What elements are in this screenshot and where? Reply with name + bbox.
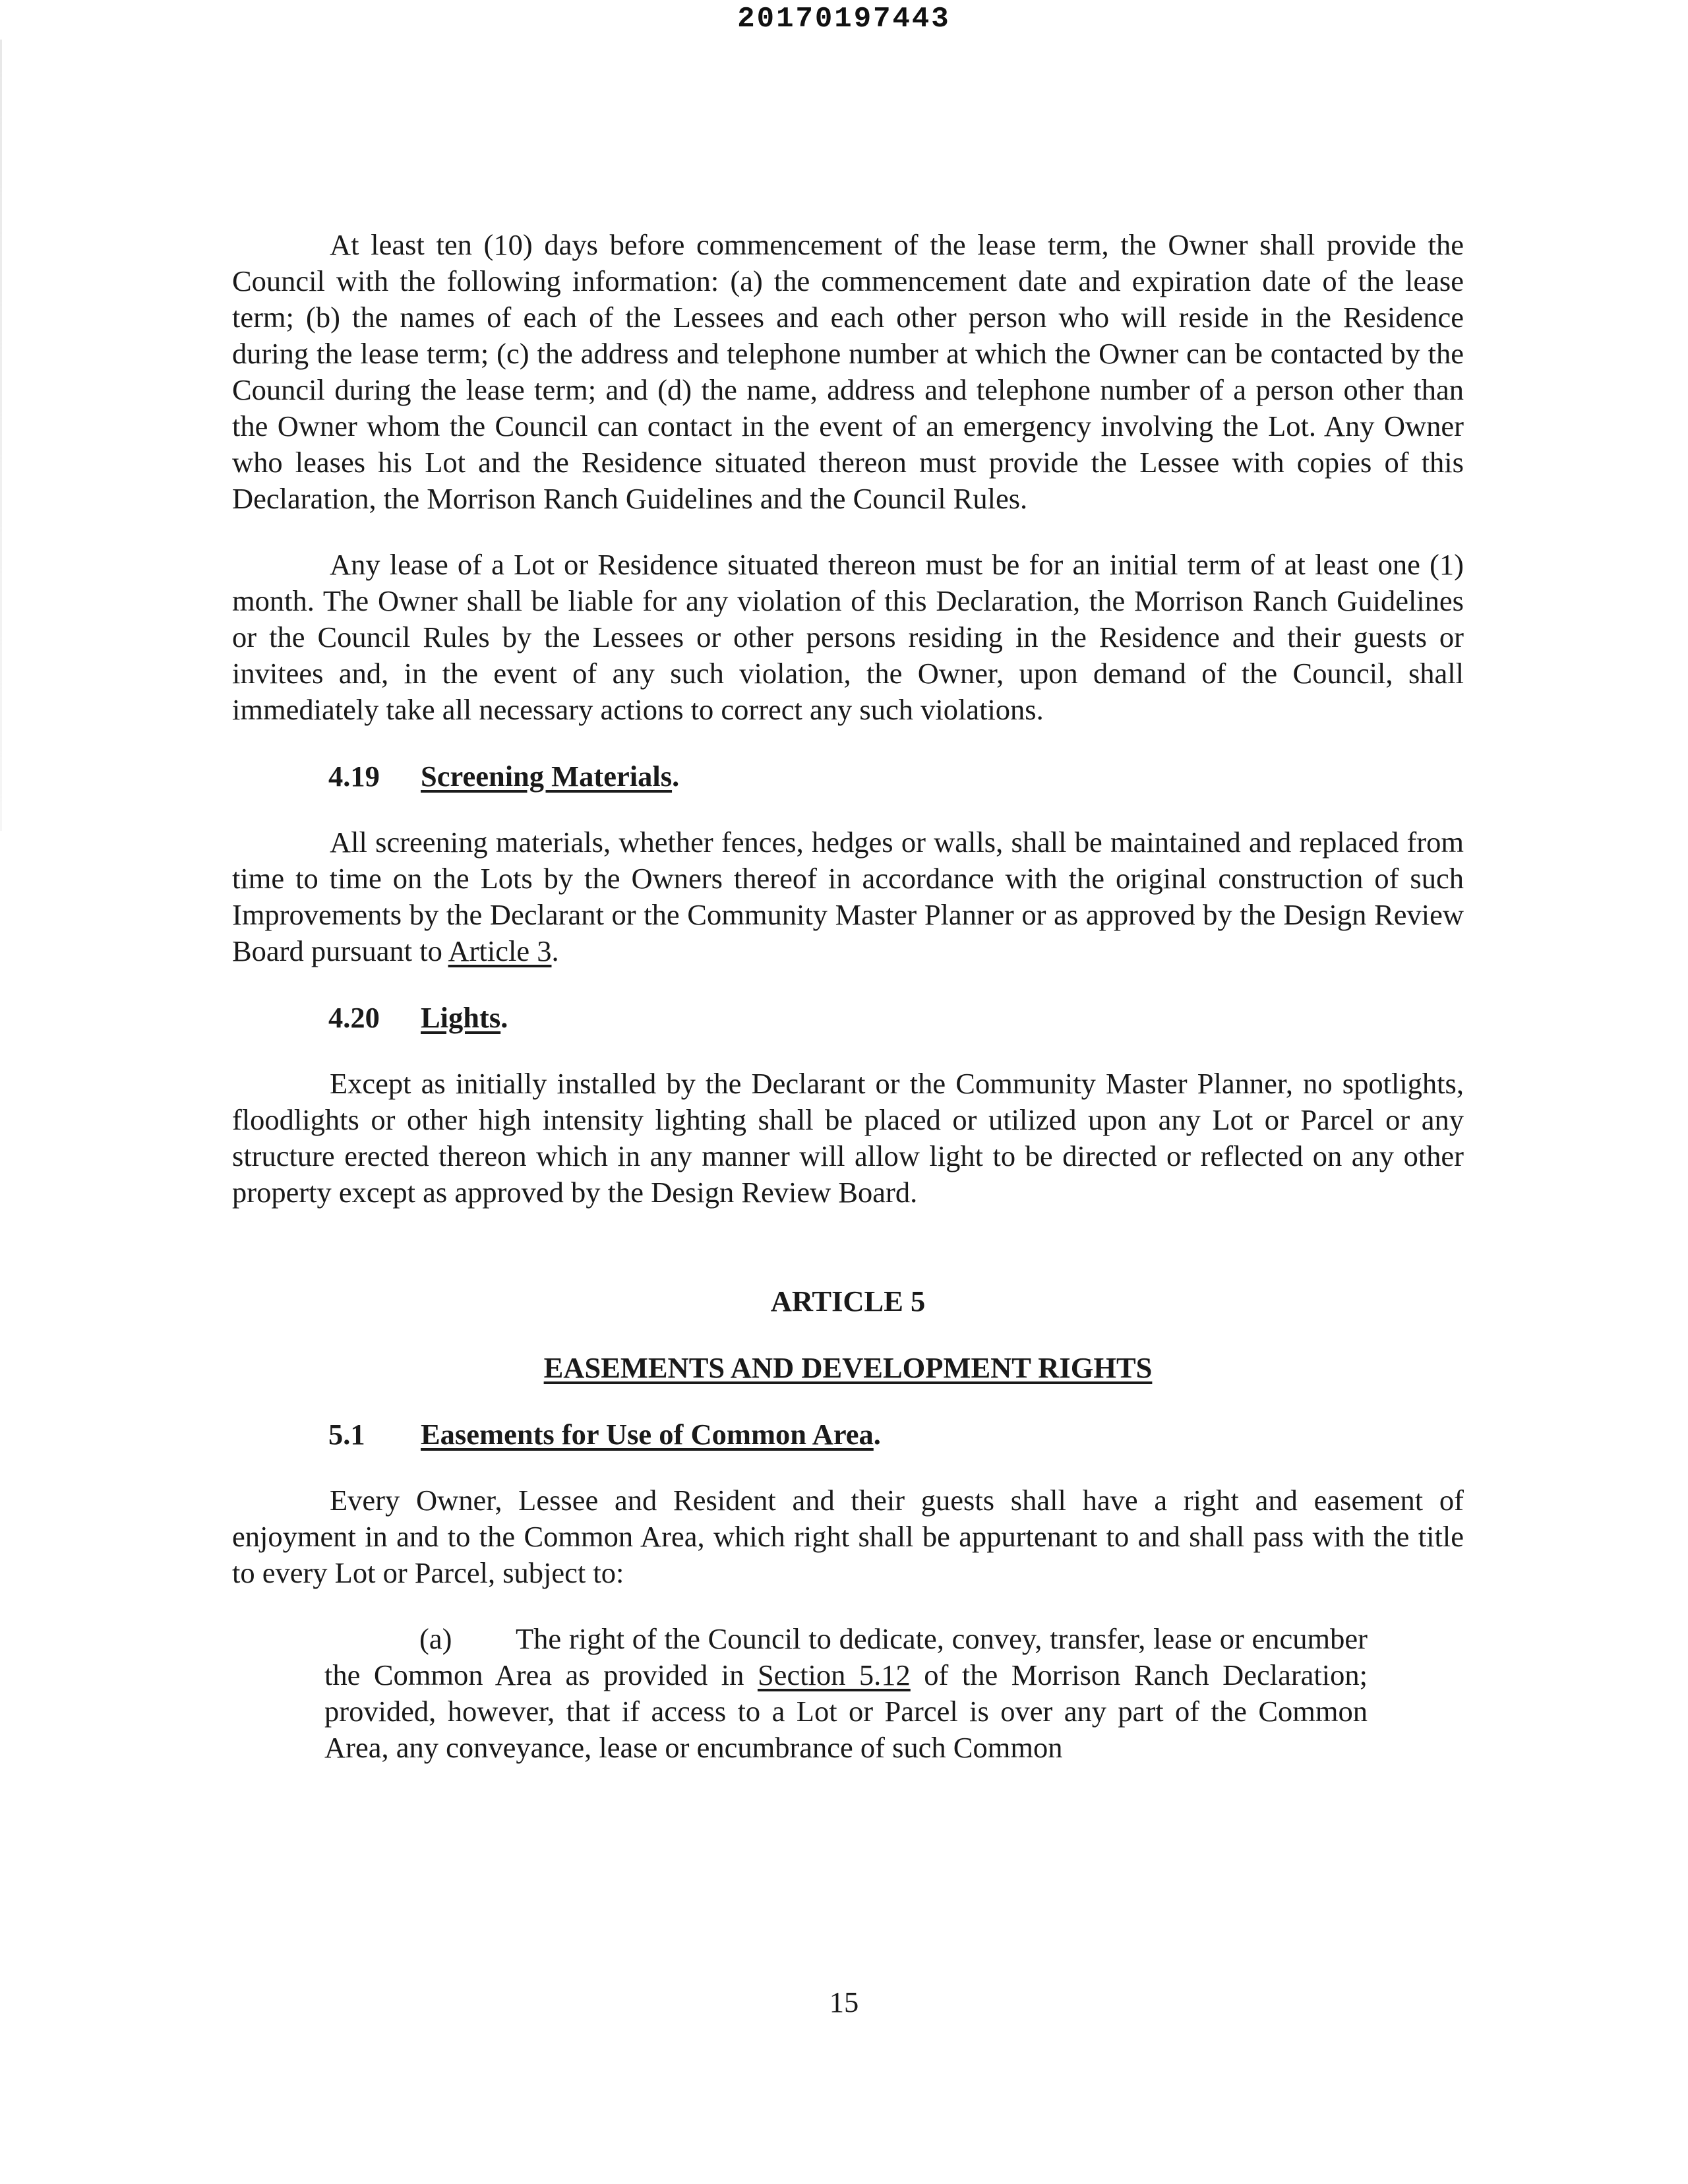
subparagraph-text: The right of the Council to dedicate, convey, transfer, lease or encumber the Common Area as provided in (324, 1622, 1368, 1691)
page-body (232, 227, 1464, 1766)
section-title-period: . (672, 760, 680, 793)
article-title: EASEMENTS AND DEVELOPMENT RIGHTS (543, 1351, 1153, 1384)
paragraph-lights: Except as initially installed by the Declarant or the Community Master Planner, no spotlights, floodlights or other high intensity lighting shall be placed or utilized upon any Lot or Parcel or any structure erected thereon which in any manner will allow light to be directed or reflected on any other property except as approved by the Design Review Board. (232, 1067, 1464, 1209)
section-5-12-reference: Section 5.12 (757, 1658, 911, 1691)
section-title: Lights (421, 1001, 501, 1034)
section-title-period: . (873, 1418, 881, 1451)
section-heading-4-20 (232, 1000, 1464, 1036)
subparagraph-a (232, 1621, 1464, 1766)
article-heading: ARTICLE 5 (770, 1285, 926, 1318)
subparagraph-label: (a) (419, 1622, 452, 1655)
section-heading-4-19 (232, 758, 1464, 795)
document-number: 20170197443 (737, 3, 951, 36)
section-number: 4.19 (328, 760, 380, 793)
section-number: 5.1 (328, 1418, 365, 1451)
scan-edge-shadow (0, 40, 2, 831)
paragraph-lease-term: Any lease of a Lot or Residence situated thereon must be for an initial term of at least one (1) month. The Owner shall be liable for any violation of this Declaration, the Morrison Ranch Guidelines or the Council Rules by the Lessees or other persons residing in the Residence and their guests or invitees and, in the event of any such violation, the Owner, upon demand of the Council, shall immediately take all necessary actions to correct any such violations. (232, 548, 1464, 726)
section-title: Easements for Use of Common Area (421, 1418, 874, 1451)
section-number: 4.20 (328, 1001, 380, 1034)
paragraph-period: . (551, 934, 559, 967)
paragraph-easement-rights: Every Owner, Lessee and Resident and their guests shall have a right and easement of enjoyment in and to the Common Area, which right shall be appurtenant to and shall pass with the title to every Lot or Parcel, subject to: (232, 1484, 1464, 1589)
subparagraph-text-continued: of the Morrison Ranch Declaration; provided, however, that if access to a Lot or Parcel is over any part of the Common Area, any conveyance, lease or encumbrance of such Common (324, 1658, 1368, 1764)
section-title: Screening Materials (421, 760, 673, 793)
paragraph-lease-notice: At least ten (10) days before commencement of the lease term, the Owner shall provide the Council with the following information: (a) the commencement date and expiration date of the lease term; (b) the names of each of the Lessees and each other person who will reside in the Residence during the lease term; (c) the address and telephone number at which the Owner can be contacted by the Council during the lease term; and (d) the name, address and telephone number of a person other than the Owner whom the Council can contact in the event of an emergency involving the Lot. Any Owner who leases his Lot and the Residence situated thereon must provide the Lessee with copies of this Declaration, the Morrison Ranch Guidelines and the Council Rules. (232, 228, 1464, 515)
paragraph-screening-materials (232, 824, 1464, 969)
paragraph-text: All screening materials, whether fences, hedges or walls, shall be maintained and replaced from time to time on the Lots by the Owners thereof in accordance with the original construction of such Improvements by the Declarant or the Community Master Planner or as approved by the Design Review Board pursuant to (232, 826, 1464, 967)
section-heading-5-1 (232, 1416, 1464, 1453)
page-number: 15 (829, 1986, 859, 2018)
section-title-period: . (500, 1001, 508, 1034)
article-3-reference: Article 3 (448, 934, 552, 967)
